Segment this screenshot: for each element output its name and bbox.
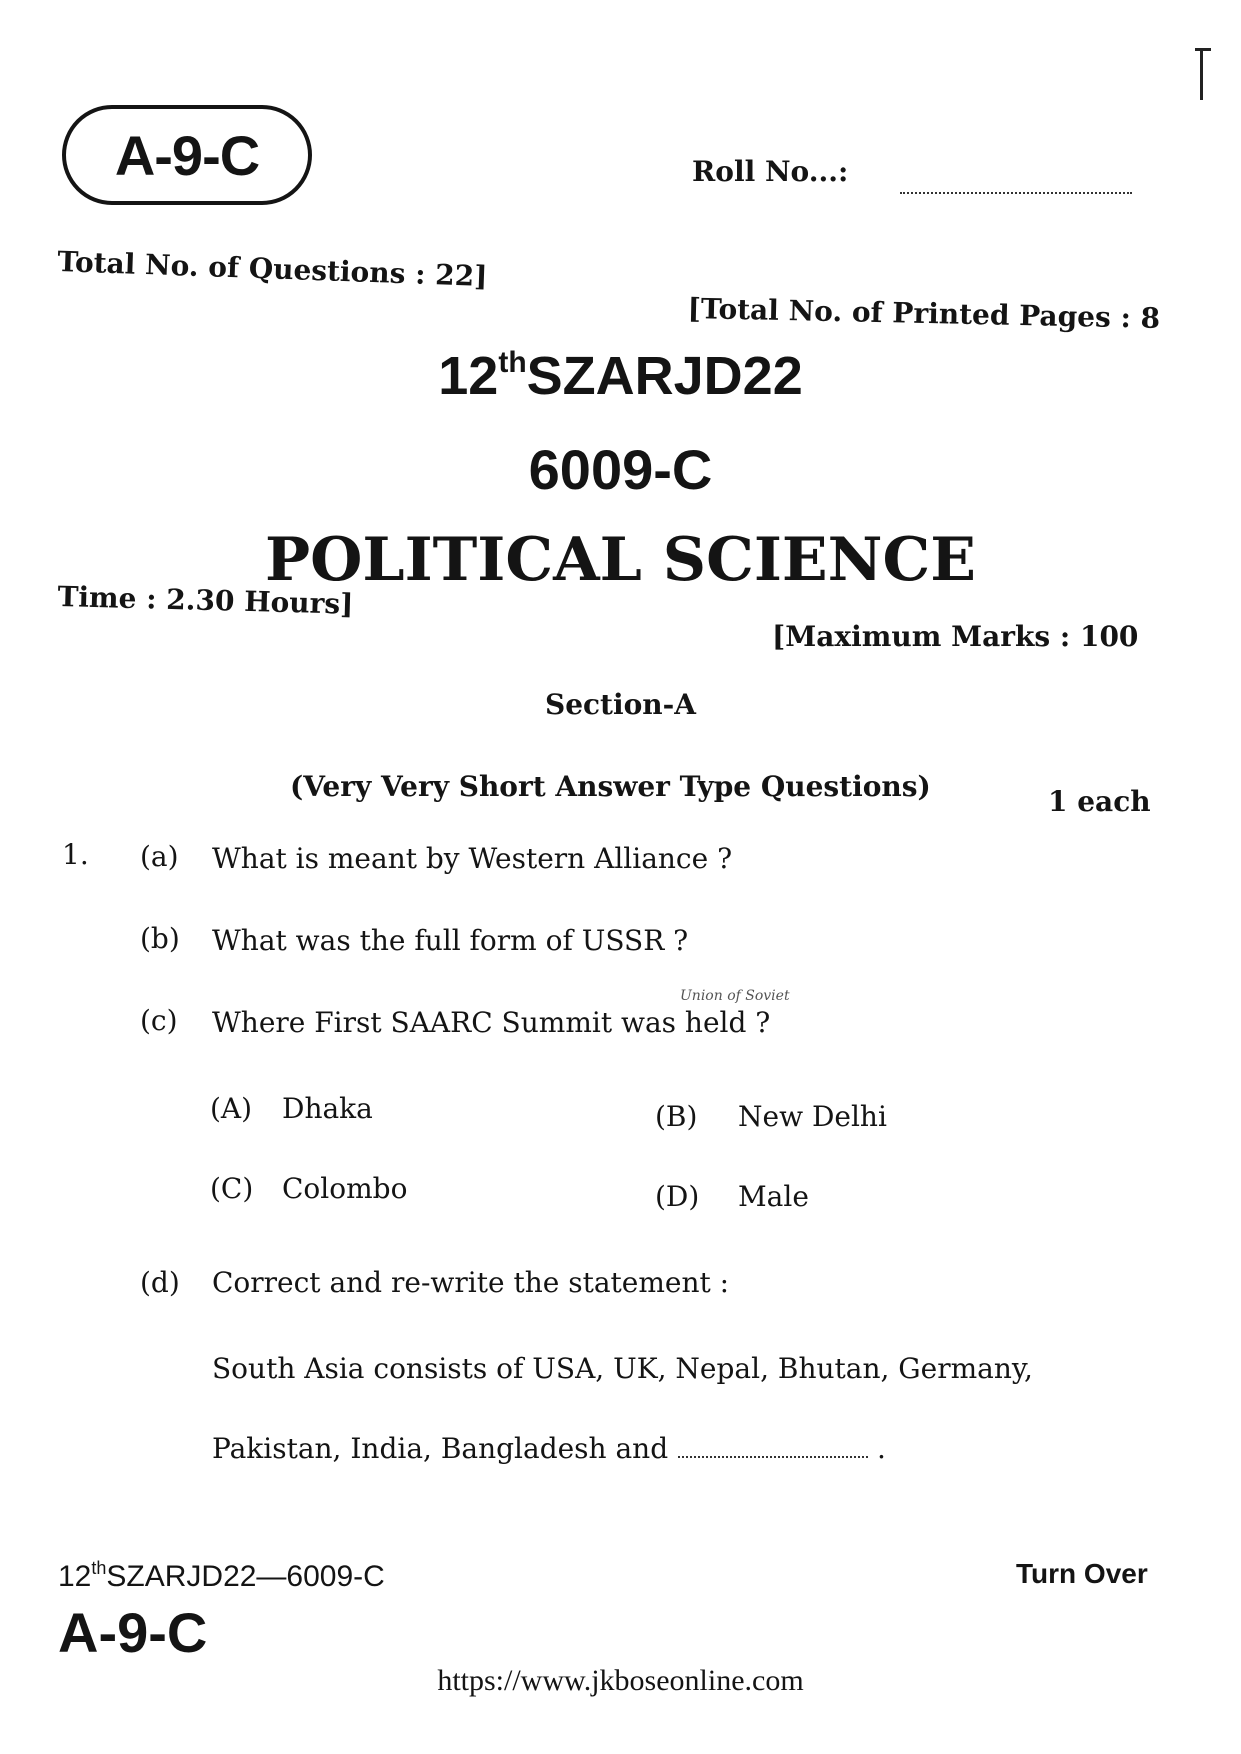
paper-code-badge: A-9-C	[62, 105, 312, 205]
question-a-text: What is meant by Western Alliance ?	[212, 842, 733, 875]
option-b-label: (B)	[655, 1100, 698, 1133]
exam-time: Time : 2.30 Hours]	[57, 580, 354, 621]
exam-code-prefix: 12	[438, 346, 499, 406]
source-url: https://www.jkboseonline.com	[437, 1664, 804, 1697]
fill-in-blank	[678, 1456, 868, 1458]
section-marks: 1 each	[1048, 785, 1151, 818]
exam-code-title	[0, 345, 1241, 407]
question-d-line1: South Asia consists of USA, UK, Nepal, Bhutan, Germany,	[212, 1352, 1033, 1385]
option-a-text: Dhaka	[282, 1092, 373, 1125]
question-number: 1.	[62, 838, 89, 871]
footer-code-sup: th	[91, 1558, 107, 1578]
subject-title: POLITICAL SCIENCE	[265, 525, 976, 595]
exam-code-suffix: SZARJD22	[526, 346, 803, 406]
option-a-label: (A)	[210, 1092, 253, 1125]
option-b-text: New Delhi	[738, 1100, 887, 1133]
option-d-label: (D)	[655, 1180, 700, 1213]
question-c-text: Where First SAARC Summit was held ?	[212, 1006, 771, 1039]
section-heading: Section-A	[544, 688, 697, 721]
total-questions: Total No. of Questions : 22]	[56, 245, 488, 293]
footer-code	[58, 1558, 385, 1594]
footer-code-suffix: SZARJD22—6009-C	[106, 1560, 385, 1593]
roll-number-line	[900, 192, 1132, 194]
question-d-label: (d)	[140, 1266, 180, 1299]
turn-over: Turn Over	[1016, 1558, 1148, 1589]
question-c-label: (c)	[140, 1004, 178, 1037]
option-c-text: Colombo	[282, 1172, 408, 1205]
page-corner-mark	[1200, 50, 1203, 100]
footer-code-prefix: 12	[58, 1560, 92, 1593]
question-b-label: (b)	[140, 922, 180, 955]
exam-code-sup: th	[498, 346, 527, 379]
option-c-label: (C)	[210, 1172, 254, 1205]
total-pages: [Total No. of Printed Pages : 8	[687, 292, 1161, 335]
question-d-line2-text: Pakistan, India, Bangladesh and	[212, 1432, 669, 1465]
question-d-text: Correct and re-write the statement :	[212, 1266, 730, 1299]
section-instruction: (Very Very Short Answer Type Questions)	[290, 770, 931, 803]
question-d-line2: Pakistan, India, Bangladesh and .	[212, 1432, 886, 1465]
page-corner-mark-top	[1195, 48, 1211, 51]
paper-code: 6009-C	[528, 438, 713, 501]
question-b-text: What was the full form of USSR ?	[212, 924, 689, 957]
footer-badge: A-9-C	[58, 1601, 208, 1664]
option-d-text: Male	[738, 1180, 809, 1213]
question-a-label: (a)	[140, 840, 179, 873]
handwritten-note: Union of Soviet	[680, 988, 790, 1004]
max-marks: [Maximum Marks : 100	[772, 620, 1139, 653]
roll-number-label: Roll No...:	[692, 155, 849, 188]
